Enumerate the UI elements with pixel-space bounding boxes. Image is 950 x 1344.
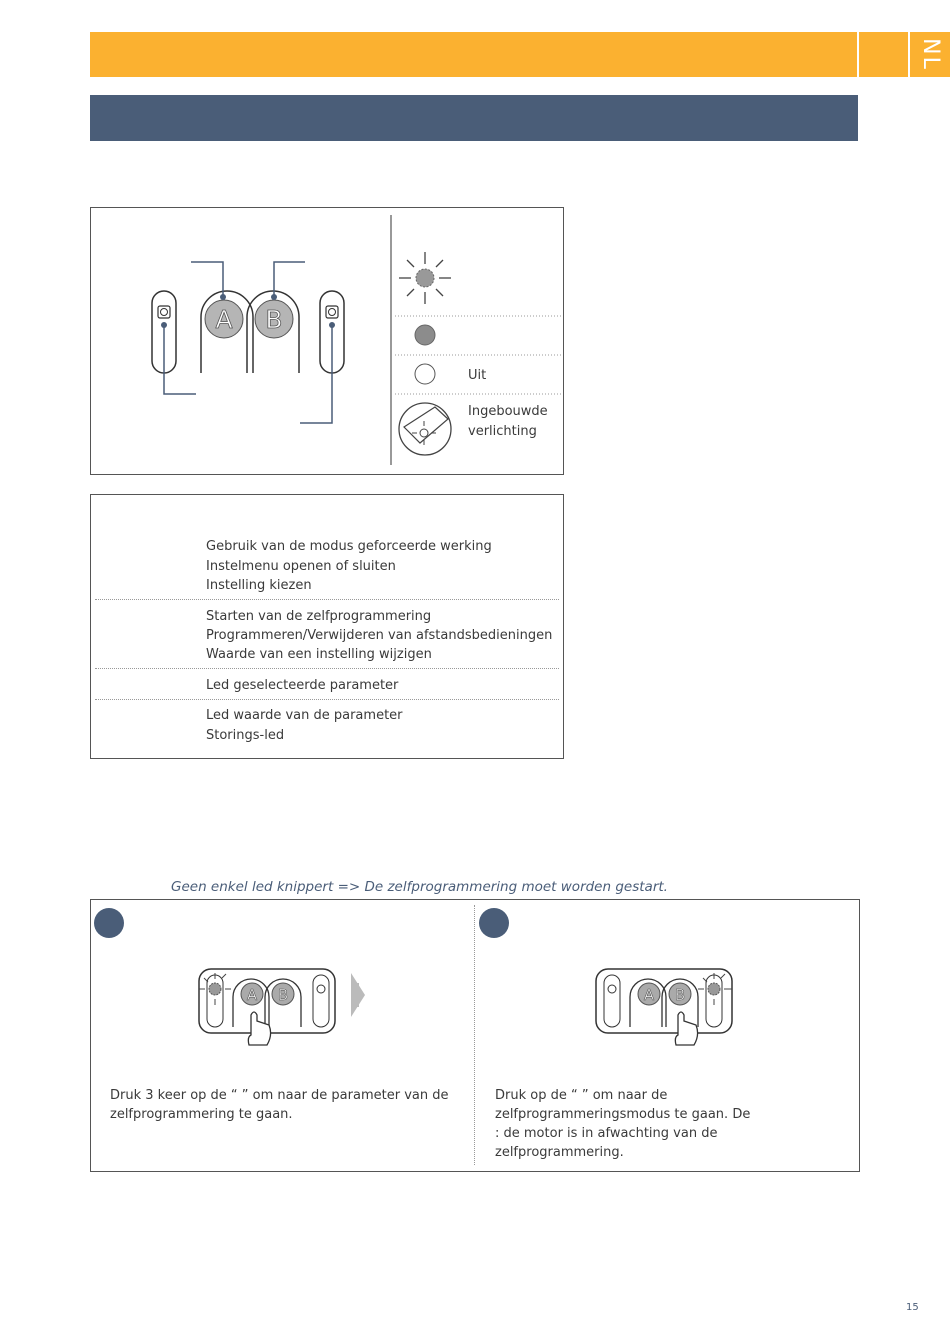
page-number: 15 <box>906 1302 919 1313</box>
step2-text-line1: Druk op de “ ” om naar de <box>495 1088 668 1103</box>
function-item: Led waarde van de parameter <box>206 708 403 723</box>
legend-off-label: Uit <box>468 368 487 383</box>
led-off-icon <box>415 364 435 384</box>
button-b-label: B <box>265 305 283 334</box>
function-item: Waarde van een instelling wijzigen <box>206 647 432 662</box>
step1-keypad-illustration <box>195 965 375 1050</box>
function-item: Programmeren/Verwijderen van afstandsbedieningen <box>206 628 553 643</box>
button-a-label: A <box>215 305 233 334</box>
section-title-bar <box>90 95 858 141</box>
language-label: NL <box>917 38 943 71</box>
step1-text-line2: zelfprogrammering te gaan. <box>110 1107 293 1122</box>
function-item: Gebruik van de modus geforceerde werking <box>206 539 492 554</box>
steps-divider <box>474 905 475 1165</box>
language-tab <box>910 32 950 77</box>
header-bar <box>90 32 857 77</box>
led-on-icon <box>415 325 435 345</box>
step2-button-b: B <box>674 986 686 1004</box>
function-item: Instelling kiezen <box>206 578 312 593</box>
note-text: Geen enkel led knippert => De zelfprogrammering moet worden gestart. <box>171 879 668 895</box>
table-divider <box>95 599 559 600</box>
function-item: Starten van de zelfprogrammering <box>206 609 432 624</box>
function-item: Storings-led <box>206 728 285 743</box>
function-item: Led geselecteerde parameter <box>206 678 399 693</box>
step2-text-line3: : de motor is in afwachting van de <box>495 1126 718 1141</box>
legend-light-label-1: Ingebouwde <box>468 404 548 419</box>
table-divider <box>95 668 559 669</box>
step1-button-b: B <box>277 986 289 1004</box>
blinking-led-icon <box>399 252 451 304</box>
function-item: Instelmenu openen of sluiten <box>206 559 396 574</box>
step-number-badge <box>94 908 124 938</box>
legend-light-label-2: verlichting <box>468 424 537 439</box>
table-divider <box>95 699 559 700</box>
step-number-badge <box>479 908 509 938</box>
step2-text-line4: zelfprogrammering. <box>495 1145 624 1160</box>
step2-text-line2: zelfprogrammeringsmodus te gaan. De <box>495 1107 751 1122</box>
step1-button-a: A <box>246 986 258 1004</box>
step1-text-line1: Druk 3 keer op de “ ” om naar de parameter van de <box>110 1088 449 1103</box>
built-in-lighting-icon <box>399 403 451 455</box>
header-tab <box>859 32 908 77</box>
step2-button-a: A <box>643 986 655 1004</box>
step2-keypad-illustration <box>592 965 742 1050</box>
